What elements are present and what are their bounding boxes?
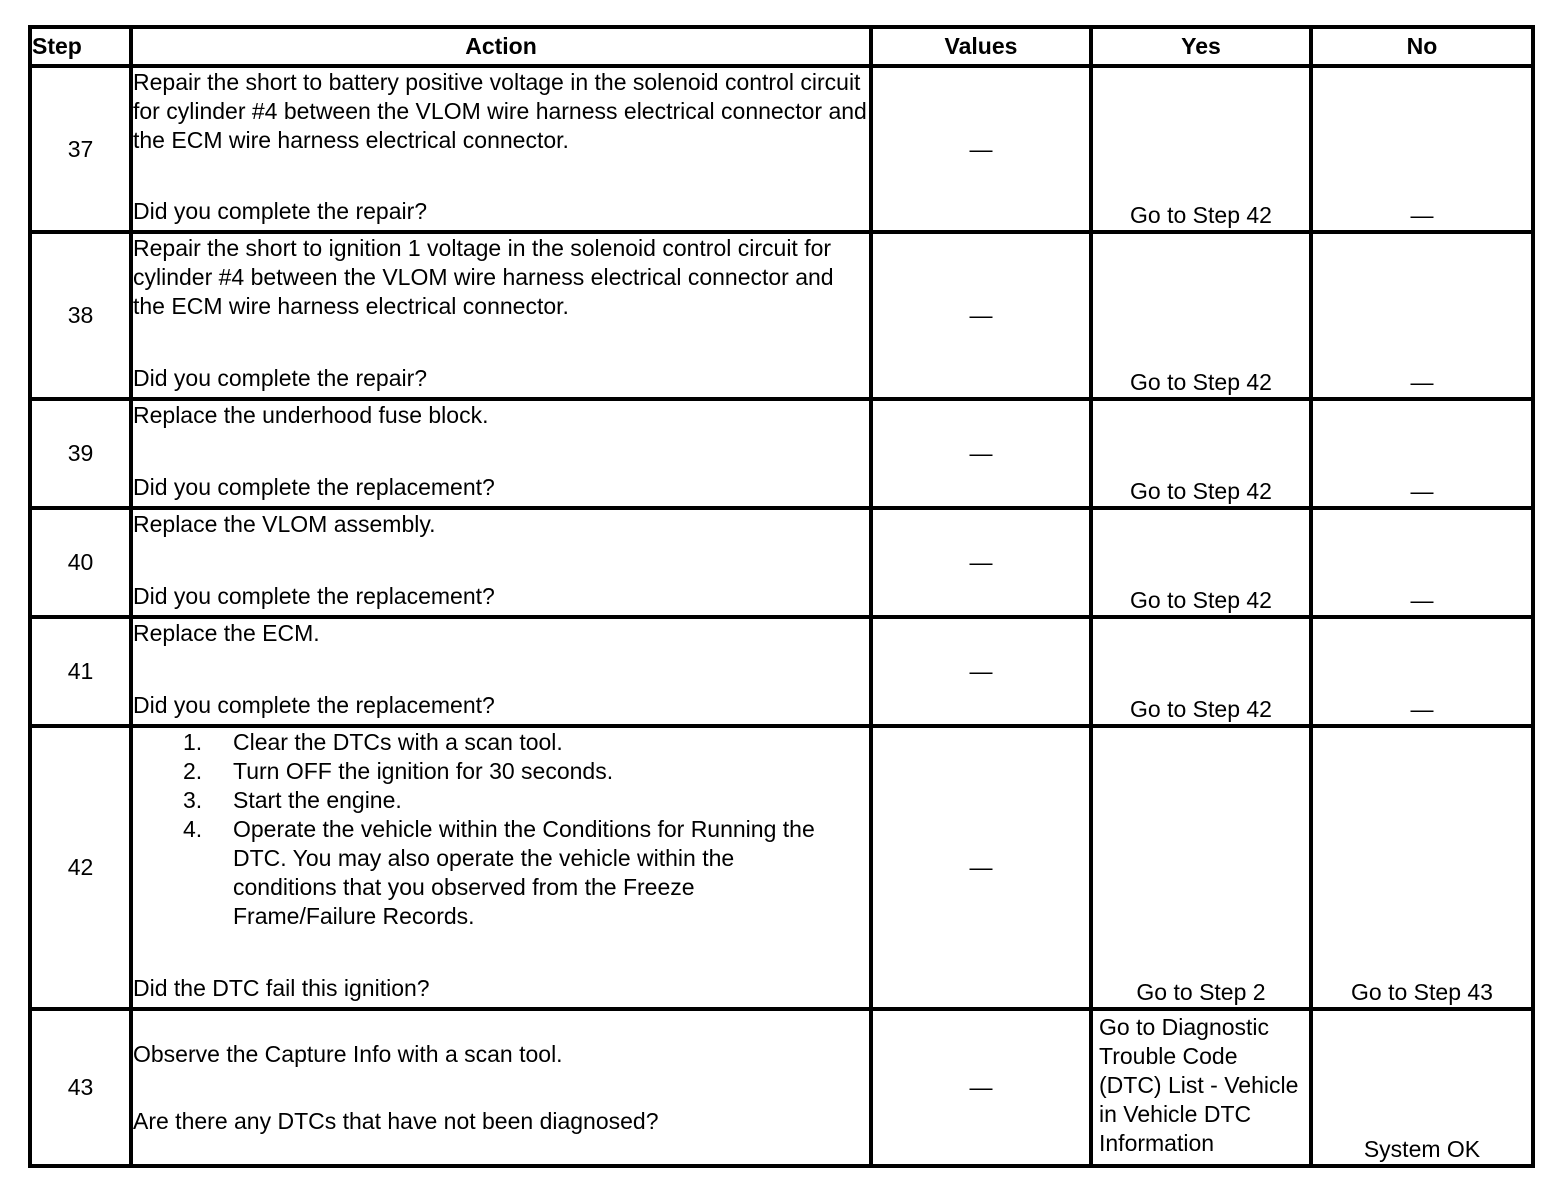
action-question: Did you complete the repair? <box>133 365 428 391</box>
table-row <box>30 617 1533 726</box>
step-number: 37 <box>30 66 131 232</box>
action-instruction: Replace the ECM. <box>133 620 320 646</box>
list-item-number: 2. <box>183 758 203 784</box>
step-number: 41 <box>30 617 131 726</box>
step-column-header: Step <box>30 27 131 66</box>
list-item <box>183 757 869 786</box>
no-cell: — <box>1311 508 1533 617</box>
no-column-header: No <box>1311 27 1533 66</box>
values-cell: — <box>871 66 1091 232</box>
step-number: 39 <box>30 399 131 508</box>
list-item <box>183 786 869 815</box>
action-column-header: Action <box>131 27 871 66</box>
values-column-header: Values <box>871 27 1091 66</box>
action-instruction: Replace the underhood fuse block. <box>133 402 489 428</box>
diagnostic-steps-table <box>28 25 1535 1168</box>
list-item-text: Clear the DTCs with a scan tool. <box>233 729 563 755</box>
yes-link[interactable]: Go to Step 2 <box>1091 726 1311 1009</box>
list-item-text: Operate the vehicle within the Conditions for Running the DTC. You may also operate the vehicle within the conditions that you observed from the Freeze Frame/Failure Records. <box>233 816 815 929</box>
table-row <box>30 66 1533 232</box>
list-item-text: Start the engine. <box>233 787 402 813</box>
action-cell <box>131 726 871 1009</box>
list-item <box>183 815 869 931</box>
table-row <box>30 726 1533 1009</box>
values-cell: — <box>871 726 1091 1009</box>
values-cell: — <box>871 1009 1091 1166</box>
action-instruction: Repair the short to ignition 1 voltage in the solenoid control circuit for cylinder #4 between the VLOM wire harness electrical connector and the ECM wire harness electrical connector. <box>133 235 834 319</box>
step-number: 42 <box>30 726 131 1009</box>
yes-column-header: Yes <box>1091 27 1311 66</box>
action-question: Did you complete the repair? <box>133 198 428 224</box>
yes-link[interactable]: Go to Step 42 <box>1091 66 1311 232</box>
yes-link[interactable]: Go to Diagnostic Trouble Code (DTC) List - Vehicle in Vehicle DTC Information <box>1091 1009 1311 1166</box>
values-cell: — <box>871 617 1091 726</box>
list-item <box>183 728 869 757</box>
step-number: 38 <box>30 232 131 399</box>
yes-link[interactable]: Go to Step 42 <box>1091 508 1311 617</box>
step-number: 40 <box>30 508 131 617</box>
action-cell <box>131 66 871 232</box>
no-cell: — <box>1311 617 1533 726</box>
action-instruction: Replace the VLOM assembly. <box>133 511 436 537</box>
list-item-text: Turn OFF the ignition for 30 seconds. <box>233 758 614 784</box>
list-item-number: 1. <box>183 729 203 755</box>
no-cell: — <box>1311 399 1533 508</box>
table-row <box>30 399 1533 508</box>
table-header-row <box>30 27 1533 66</box>
list-item-number: 4. <box>183 816 203 842</box>
action-cell <box>131 399 871 508</box>
list-item-number: 3. <box>183 787 203 813</box>
action-question: Are there any DTCs that have not been diagnosed? <box>133 1107 659 1134</box>
action-question: Did you complete the replacement? <box>133 583 495 609</box>
procedure-list <box>133 728 869 931</box>
action-cell <box>131 1009 871 1166</box>
action-question: Did the DTC fail this ignition? <box>133 975 430 1001</box>
no-link[interactable]: Go to Step 43 <box>1311 726 1533 1009</box>
yes-link[interactable]: Go to Step 42 <box>1091 399 1311 508</box>
action-cell <box>131 617 871 726</box>
table-row <box>30 508 1533 617</box>
yes-link[interactable]: Go to Step 42 <box>1091 232 1311 399</box>
no-cell: System OK <box>1311 1009 1533 1166</box>
action-instruction: Repair the short to battery positive voltage in the solenoid control circuit for cylinder #4 between the VLOM wire harness electrical connector and the ECM wire harness electrical connector. <box>133 69 867 153</box>
action-cell <box>131 508 871 617</box>
action-question: Did you complete the replacement? <box>133 474 495 500</box>
yes-link[interactable]: Go to Step 42 <box>1091 617 1311 726</box>
table-row <box>30 1009 1533 1166</box>
action-cell <box>131 232 871 399</box>
values-cell: — <box>871 232 1091 399</box>
values-cell: — <box>871 508 1091 617</box>
no-cell: — <box>1311 232 1533 399</box>
step-number: 43 <box>30 1009 131 1166</box>
action-instruction: Observe the Capture Info with a scan tool. <box>133 1040 563 1067</box>
no-cell: — <box>1311 66 1533 232</box>
values-cell: — <box>871 399 1091 508</box>
table-row <box>30 232 1533 399</box>
action-question: Did you complete the replacement? <box>133 692 495 718</box>
